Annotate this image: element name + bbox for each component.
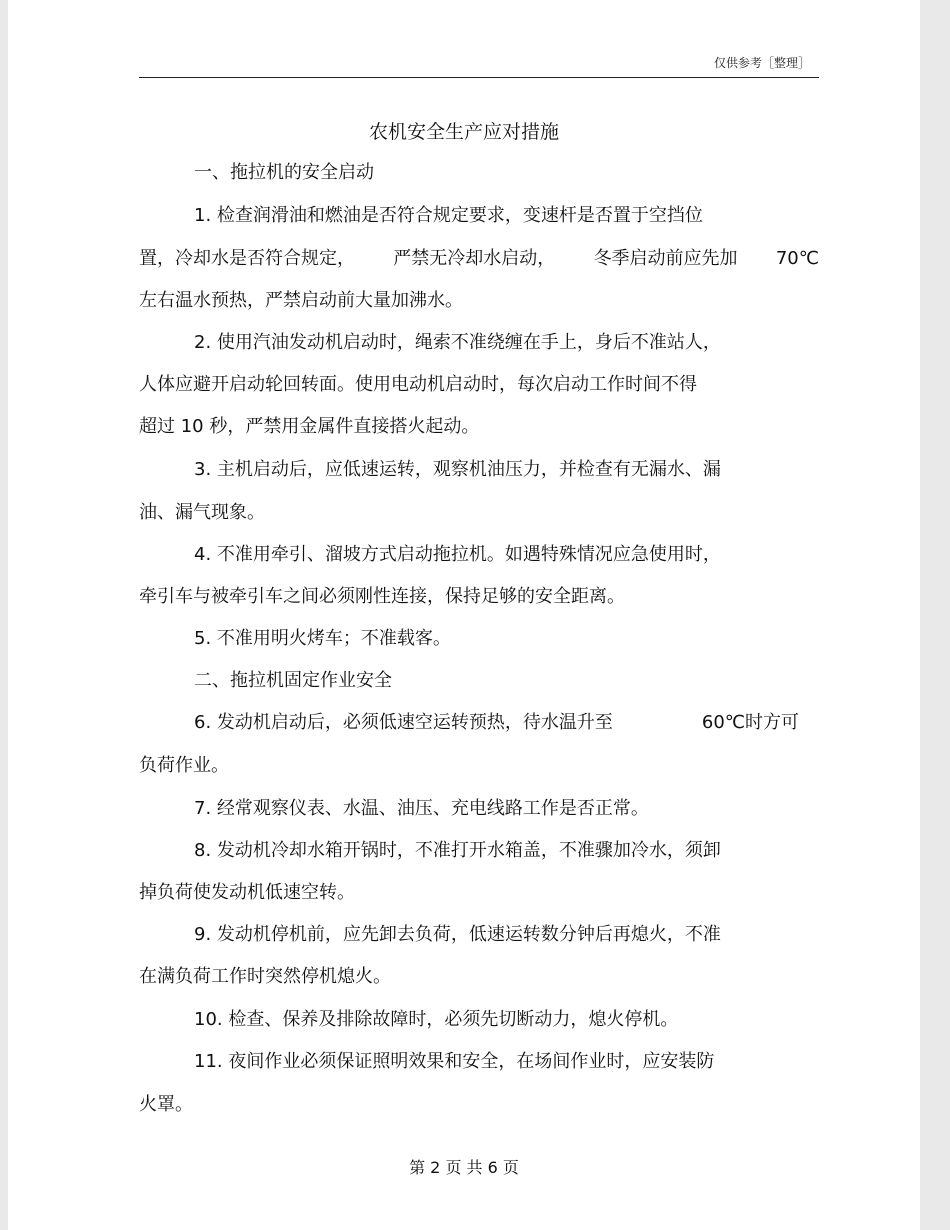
paragraph-3-line-2: 油、漏气现象。 [139,502,265,523]
paragraph-4-line-1: 4. 不准用牵引、溜坡方式启动拖拉机。如遇特殊情况应急使用时， [194,544,721,565]
paragraph-2-line-1: 2. 使用汽油发动机启动时，绳索不准绕缠在手上，身后不准站人， [194,332,721,353]
paragraph-9-line-2: 在满负荷工作时突然停机熄火。 [139,966,391,987]
document-page [8,0,920,1230]
paragraph-2-line-3: 超过 10 秒，严禁用金属件直接搭火起动。 [139,416,480,437]
paragraph-1-line-1: 1. 检查润滑油和燃油是否符合规定要求，变速杆是否置于空挡位 [194,205,703,226]
paragraph-5: 5. 不准用明火烤车；不准载客。 [194,628,451,649]
paragraph-6-line-2: 负荷作业。 [139,755,229,776]
paragraph-7: 7. 经常观察仪表、水温、油压、充电线路工作是否正常。 [194,798,649,819]
section-heading-1: 一、拖拉机的安全启动 [194,162,374,183]
paragraph-10: 10. 检查、保养及排除故障时，必须先切断动力，熄火停机。 [194,1009,679,1030]
paragraph-11-line-1: 11. 夜间作业必须保证照明效果和安全，在场间作业时，应安装防 [194,1051,715,1072]
paragraph-1-line-2-part-2: 严禁无冷却水启动， [393,248,556,269]
paragraph-1-line-3: 左右温水预热，严禁启动前大量加沸水。 [139,290,463,311]
header-note: 仅供参考［整理］ [713,56,810,70]
paragraph-1-line-2-part-4: 70℃ [775,248,819,269]
paragraph-8-line-2: 掉负荷使发动机低速空转。 [139,882,355,903]
paragraph-6-line-1 [194,711,799,735]
header-rule [139,77,819,78]
page-number-footer: 第 2 页 共 6 页 [409,1158,519,1177]
paragraph-8-line-1: 8. 发动机冷却水箱开锅时，不准打开水箱盖，不准骤加冷水，须卸 [194,840,721,861]
paragraph-1-line-2-part-1: 置，冷却水是否符合规定， [139,248,355,269]
paragraph-1-line-2 [139,247,819,271]
paragraph-6-line-1-part-2: 60℃时方可 [701,712,799,733]
paragraph-1-line-2-part-3: 冬季启动前应先加 [593,248,738,269]
paragraph-11-line-2: 火罩。 [139,1094,193,1115]
paragraph-2-line-2: 人体应避开启动轮回转面。使用电动机启动时，每次启动工作时间不得 [139,374,697,395]
paragraph-4-line-2: 牵引车与被牵引车之间必须刚性连接，保持足够的安全距离。 [139,586,625,607]
section-heading-2: 二、拖拉机固定作业安全 [194,670,392,691]
paragraph-9-line-1: 9. 发动机停机前，应先卸去负荷，低速运转数分钟后再熄火，不准 [194,924,721,945]
document-title: 农机安全生产应对措施 [368,121,559,143]
paragraph-6-line-1-part-1: 6. 发动机启动后，必须低速空运转预热，待水温升至 [194,712,613,733]
paragraph-3-line-1: 3. 主机启动后，应低速运转，观察机油压力，并检查有无漏水、漏 [194,459,721,480]
